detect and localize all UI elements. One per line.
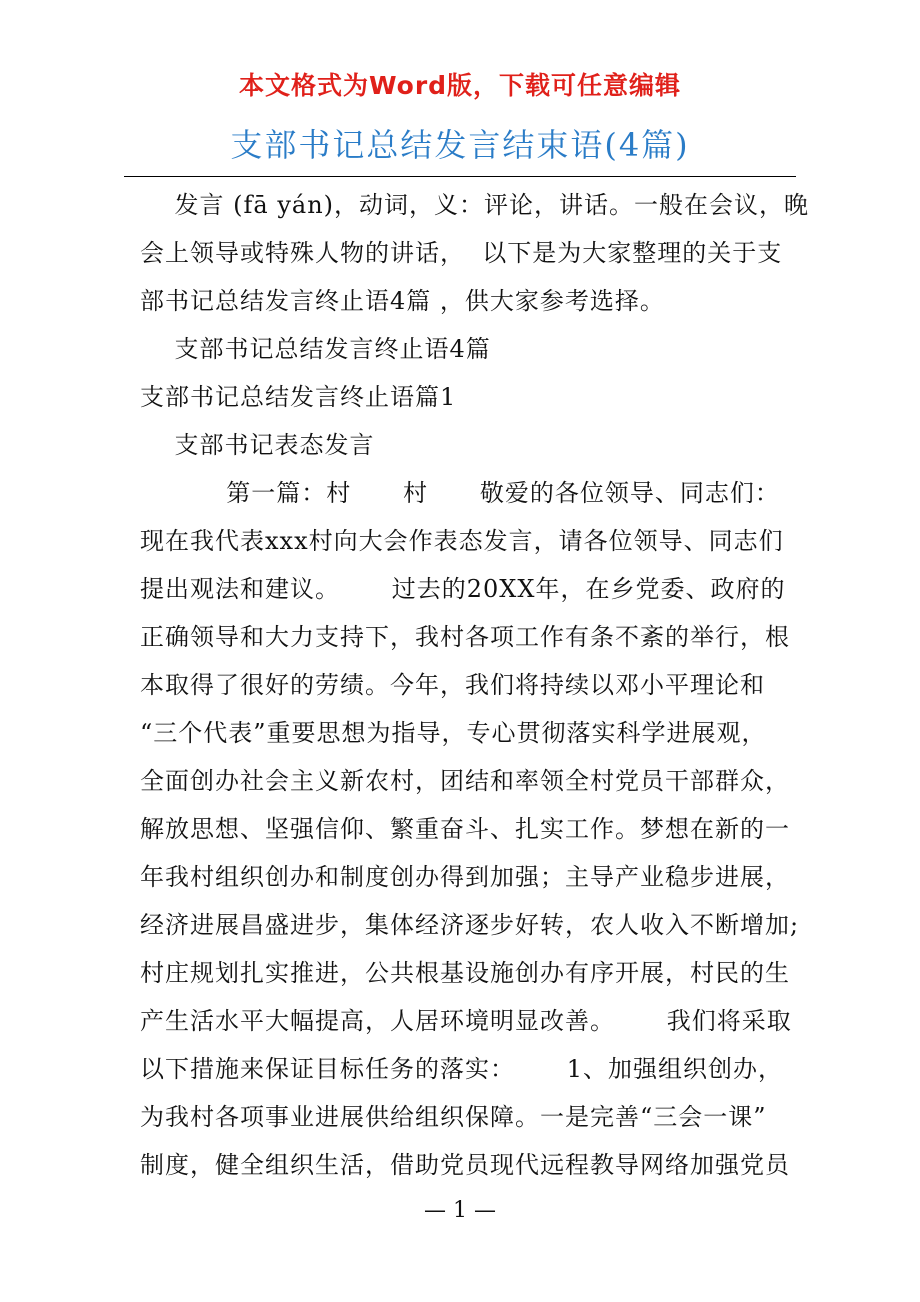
body-text-line: 解放思想、坚强信仰、繁重奋斗、扎实工作。梦想在新的一	[140, 815, 790, 843]
body-text-line: 本取得了很好的劳绩。今年，我们将持续以邓小平理论和	[140, 671, 765, 699]
body-text-line: 提出观法和建议。 过去的20XX年，在乡党委、政府的	[140, 575, 786, 603]
format-notice-banner: 本文格式为Word版，下载可任意编辑	[238, 71, 682, 100]
document-title: 支部书记总结发言结束语(4篇)	[230, 126, 690, 164]
body-text-line: 制度，健全组织生活，借助党员现代远程教导网络加强党员	[140, 1151, 790, 1179]
body-text-line: 部书记总结发言终止语4篇 ，供大家参考选择。	[140, 287, 665, 315]
body-text-line: 发言 (fā yán)，动词，义：评论，讲话。一般在会议，晚	[140, 191, 810, 219]
body-text-line: 村庄规划扎实推进，公共根基设施创办有序开展，村民的生	[140, 959, 790, 987]
body-text-line: 产生活水平大幅提高，人居环境明显改善。 我们将采取	[140, 1007, 792, 1035]
body-text-line: 为我村各项事业进展供给组织保障。一是完善“三会一课”	[140, 1103, 767, 1131]
body-text-line: 现在我代表xxx村向大会作表态发言，请各位领导、同志们	[140, 527, 784, 555]
body-text-line: 支部书记表态发言	[140, 431, 375, 459]
page-number: — 1 —	[424, 1198, 496, 1223]
title-divider	[124, 176, 796, 177]
body-text-line: 正确领导和大力支持下，我村各项工作有条不紊的举行，根	[140, 623, 790, 651]
body-text-line: 年我村组织创办和制度创办得到加强；主导产业稳步进展，	[140, 863, 790, 891]
body-text-line: 以下措施来保证目标任务的落实： 1、加强组织创办，	[140, 1055, 784, 1083]
body-text-line: 会上领导或特殊人物的讲话， 以下是为大家整理的关于支	[140, 239, 783, 267]
body-text-line: 经济进展昌盛进步，集体经济逐步好转，农人收入不断增加;	[140, 911, 800, 939]
body-text-line: 全面创办社会主义新农村，团结和率领全村党员干部群众，	[140, 767, 790, 795]
body-text-line: 支部书记总结发言终止语篇1	[140, 383, 457, 411]
body-text-line: 支部书记总结发言终止语4篇	[140, 335, 491, 363]
body-text-line: 第一篇：村 村 敬爱的各位领导、同志们：	[140, 479, 780, 507]
body-text-line: “三个代表”重要思想为指导，专心贯彻落实科学进展观，	[140, 719, 767, 747]
